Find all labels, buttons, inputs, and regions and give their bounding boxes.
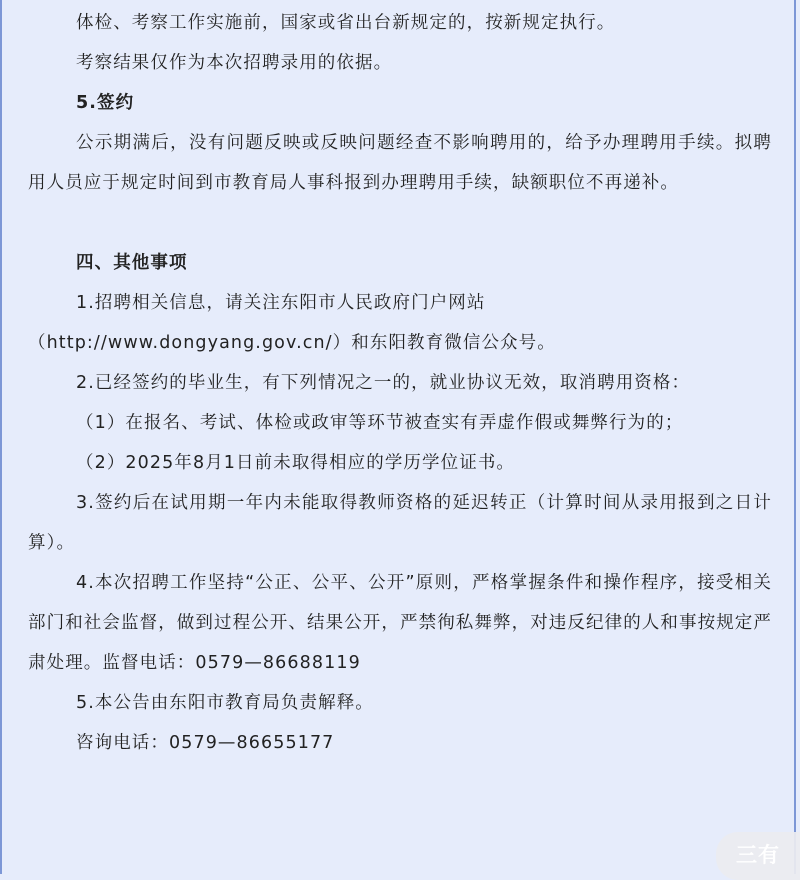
heading-other-matters: 四、其他事项 bbox=[76, 253, 188, 273]
paragraph-condition-2: （2）2025年8月1日前未取得相应的学历学位证书。 bbox=[76, 453, 516, 473]
paragraph-physical-exam-rules: 体检、考察工作实施前，国家或省出台新规定的，按新规定执行。 bbox=[76, 13, 616, 33]
paragraph-website-url: （http://www.dongyang.gov.cn/）和东阳教育微信公众号。 bbox=[28, 333, 556, 353]
paragraph-assessment-basis: 考察结果仅作为本次招聘录用的依据。 bbox=[76, 53, 393, 73]
paragraph-consult-phone: 咨询电话：0579—86655177 bbox=[76, 733, 335, 753]
document-content bbox=[28, 0, 772, 763]
paragraph-supervision: 4.本次招聘工作坚持“公正、公平、公开”原则，严格掌握条件和操作程序，接受相关部门和社会监督，做到过程公开、结果公开，严禁徇私舞弊，对违反纪律的人和事按规定严肃处理。监督电话：0579—86688119 bbox=[28, 573, 772, 673]
paragraph-signed-graduates: 2.已经签约的毕业生，有下列情况之一的，就业协议无效，取消聘用资格： bbox=[76, 373, 691, 393]
paragraph-info-website: 1.招聘相关信息，请关注东阳市人民政府门户网站 bbox=[76, 293, 486, 313]
spacer bbox=[28, 203, 772, 243]
heading-signing: 5.签约 bbox=[76, 93, 135, 113]
paragraph-interpretation: 5.本公告由东阳市教育局负责解释。 bbox=[76, 693, 374, 713]
paragraph-probation: 3.签约后在试用期一年内未能取得教师资格的延迟转正（计算时间从录用报到之日计算）。 bbox=[28, 493, 772, 553]
paragraph-condition-1: （1）在报名、考试、体检或政审等环节被查实有弄虚作假或舞弊行为的； bbox=[76, 413, 684, 433]
paragraph-signing-procedure: 公示期满后，没有问题反映或反映问题经查不影响聘用的，给予办理聘用手续。拟聘用人员应于规定时间到市教育局人事科报到办理聘用手续，缺额职位不再递补。 bbox=[28, 133, 772, 193]
floating-widget-button[interactable]: 三有 bbox=[716, 832, 800, 880]
